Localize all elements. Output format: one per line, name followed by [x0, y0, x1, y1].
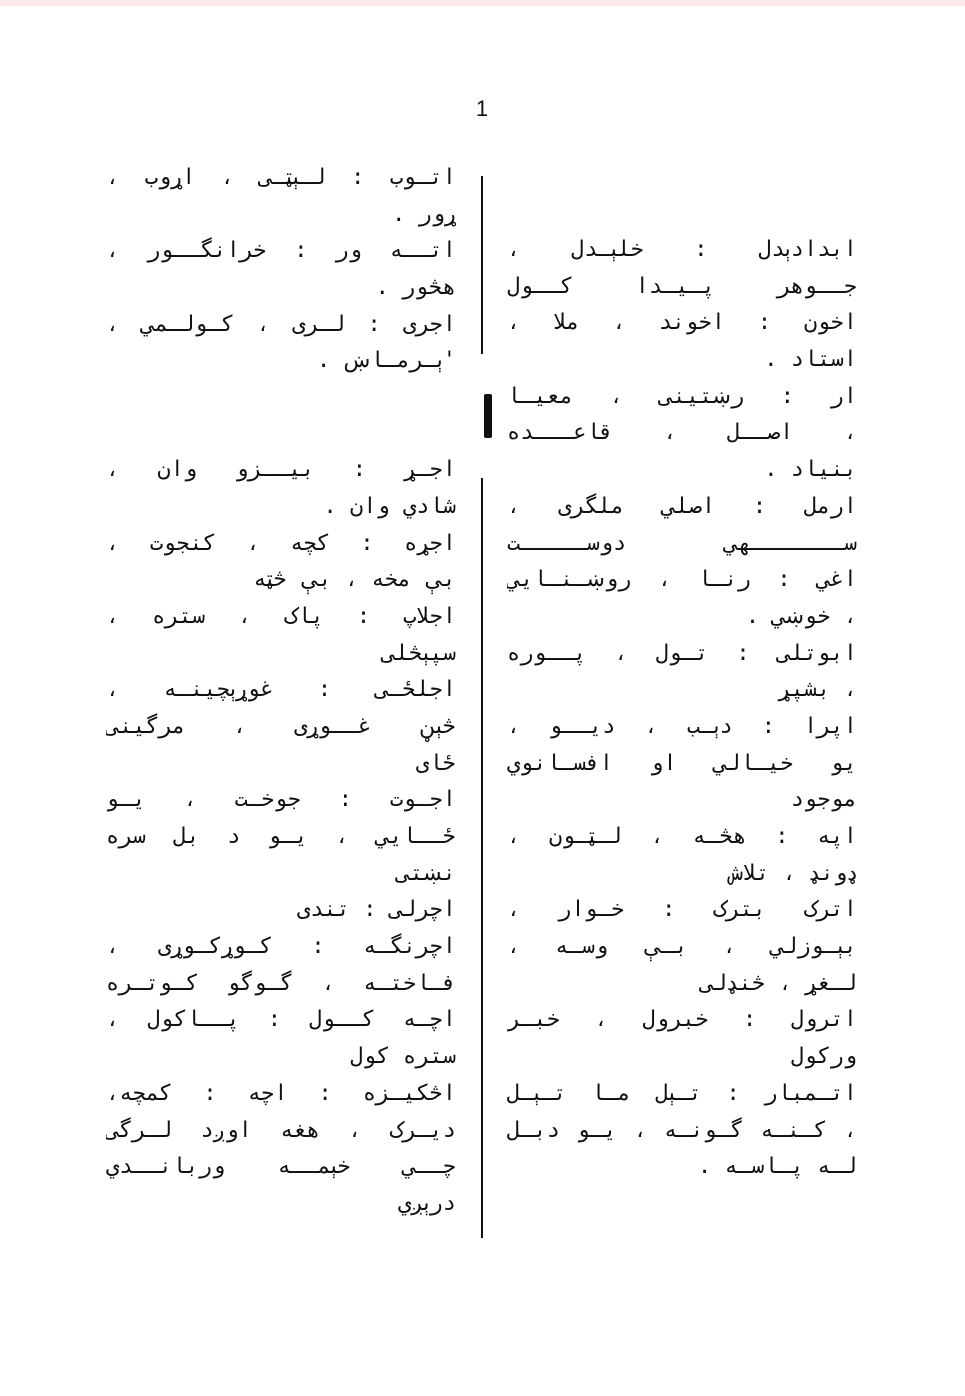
dictionary-line: اتـمبار : تـېل مـا تـېـل — [507, 1080, 857, 1106]
dictionary-line: ارمل : اصلي ملگری ، — [507, 493, 857, 519]
section-letter-mark — [484, 394, 492, 438]
dictionary-line: اجلاپ : پاک ، ستره ، — [106, 603, 456, 629]
dictionary-line: جــوهر پـيـدا كــول — [507, 273, 857, 299]
dictionary-line: چــي خېمــه وربانــدي — [106, 1154, 456, 1180]
dictionary-line: ســـــــهي دوســـــت — [507, 530, 857, 556]
page-number: 1 — [475, 96, 489, 121]
dictionary-line: اخون : اخوند ، ملا ، — [507, 310, 857, 336]
dictionary-line: اجـړ : بيــزو وان ، — [106, 457, 456, 483]
dictionary-line: لـه پـاسـه . — [698, 1154, 857, 1180]
dictionary-line: اجلځـی : غوړېچينـه ، — [106, 677, 456, 703]
dictionary-line: فـاختـه ، گـوگو کـوتـره — [106, 970, 456, 996]
dictionary-line: اچـه کــول : پــاکول ، — [106, 1007, 456, 1033]
dictionary-line: استاد . — [764, 347, 857, 373]
dictionary-line: ډونډ ، تلاش — [729, 860, 857, 886]
dictionary-line: بې مخه ، بې څټه — [253, 567, 456, 593]
column-divider-top — [481, 176, 483, 354]
dictionary-line: اپه : هڅـه ، لـټـون ، — [507, 824, 857, 849]
dictionary-line: ، خوښي . — [745, 603, 857, 629]
dictionary-line — [106, 380, 456, 416]
dictionary-line: ديـرک ، هغه اوږد لـرگی — [106, 1117, 456, 1143]
dictionary-line: اترک بترک : خـوار ، — [507, 897, 857, 923]
column-divider-bottom — [481, 478, 483, 1238]
dictionary-line: 'ېـرمـاښ . — [317, 348, 456, 374]
dictionary-line: ابوتلی : تـول ، پــوره — [507, 640, 857, 666]
dictionary-line: اچرلی : تندی — [297, 897, 456, 923]
dictionary-line: ، اصــل ، قاعـــده — [507, 420, 857, 446]
dictionary-line: شادي وان . — [323, 493, 456, 519]
dictionary-line: څېڼ غــوړی ، مرگينی — [106, 713, 456, 739]
dictionary-line: هڅور . — [375, 275, 456, 301]
dictionary-line: ځای — [415, 750, 456, 776]
dictionary-line: اڅکيـزه : اچه : کمچه، — [106, 1080, 456, 1106]
dictionary-line: ابدادېدل : خلېـدل ، — [507, 237, 857, 262]
dictionary-line: يو خيـالي او افسـانوي — [507, 750, 857, 776]
dictionary-line: وركول — [790, 1044, 857, 1070]
dictionary-line: سپېڅلی — [382, 640, 456, 666]
dictionary-line: اچرنگـه : کـوړکـوړی ، — [106, 934, 456, 960]
dictionary-line: ار : رښتينی ، معيـا — [507, 383, 857, 409]
dictionary-line: اجری : لـری ، کـولـمي ، — [106, 311, 456, 337]
dictionary-line: اجـوت : جوخـت ، يـو — [106, 787, 456, 813]
dictionary-line: ، بشپړ — [778, 677, 857, 703]
left-column — [106, 160, 456, 1223]
dictionary-line: اجړه : کچه ، کنجوت ، — [106, 530, 456, 556]
dictionary-line: اغي : رنـا ، روښـنـايي — [507, 567, 857, 593]
right-column — [507, 232, 857, 1186]
dictionary-line: نښتی — [396, 860, 456, 886]
dictionary-line: ستره کول — [350, 1044, 456, 1070]
dictionary-line: درېږي — [398, 1190, 456, 1216]
dictionary-line: بنياد . — [764, 457, 857, 483]
dictionary-line: ړور . — [392, 201, 456, 227]
dictionary-line: اتــه ور : خرانگــور ، — [106, 238, 456, 264]
dictionary-line: ځــايي ، يـو د بل سره — [106, 824, 456, 849]
dictionary-line: اترول : خبرول ، خبـر — [507, 1007, 857, 1033]
dictionary-line: اتـوب : لـېټـی ، اړوب ، — [106, 165, 456, 190]
dictionary-line: اپرا : دېـب ، ديــو ، — [507, 713, 857, 739]
top-band — [0, 0, 965, 6]
dictionary-line — [106, 416, 456, 452]
dictionary-line: موجود — [790, 787, 857, 813]
dictionary-line: ، کـنـه گـونـه ، يـو دبـل — [507, 1117, 857, 1143]
dictionary-line: بېـوزلي ، بـې وسـه ، — [507, 934, 857, 960]
dictionary-line: لـغړ ، څنډلی — [700, 970, 857, 996]
